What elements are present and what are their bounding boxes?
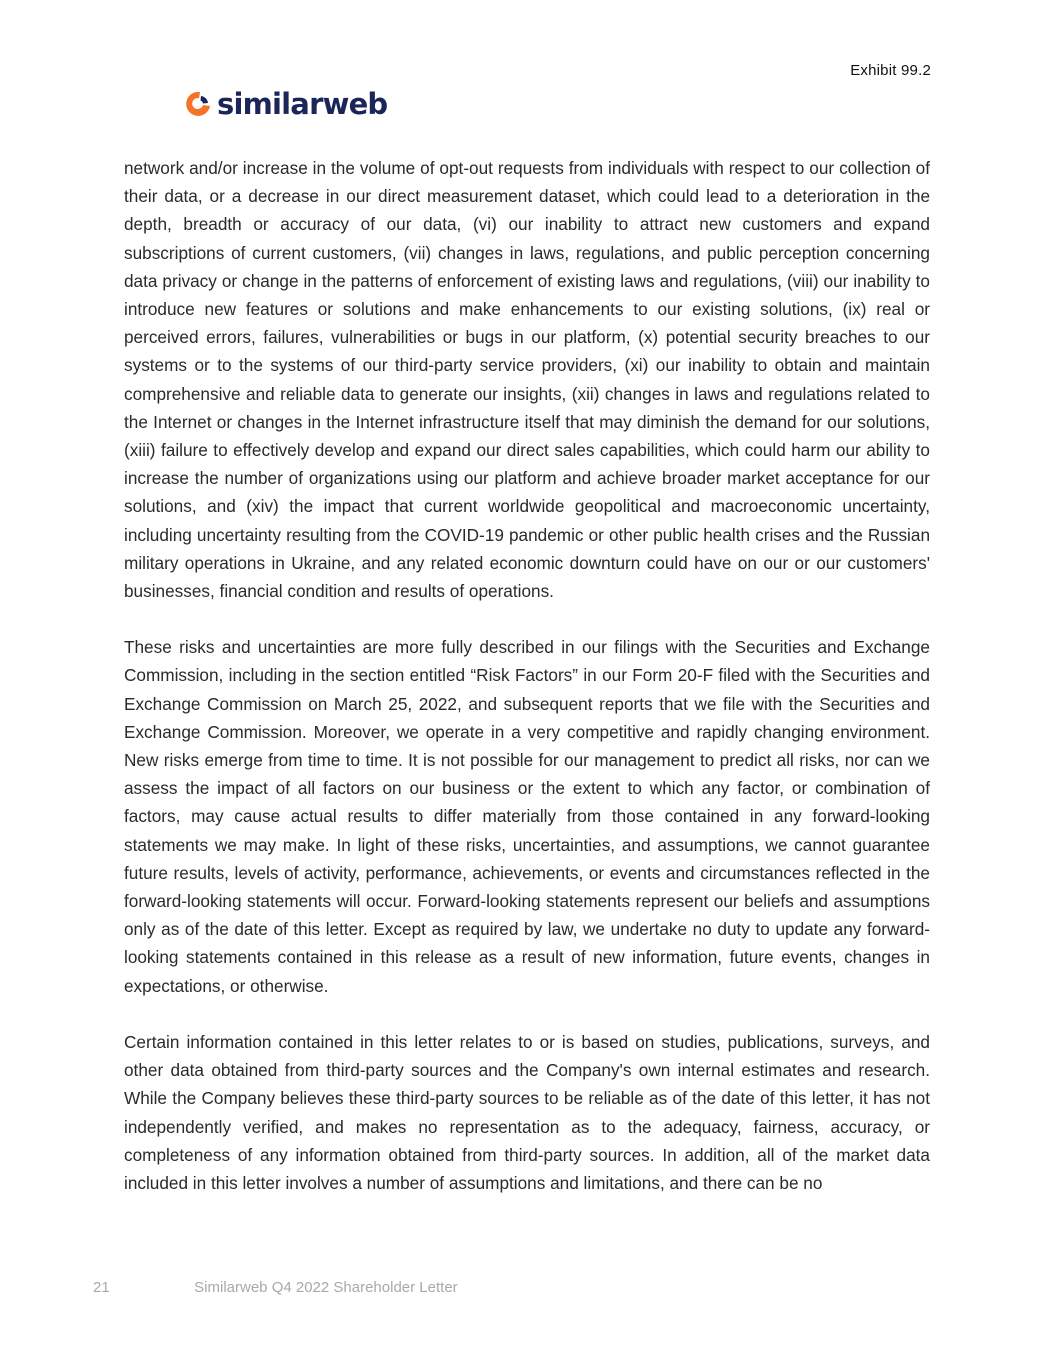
- similarweb-logo: [186, 86, 387, 122]
- footer-title: Similarweb Q4 2022 Shareholder Letter: [194, 1279, 458, 1296]
- paragraph-risk-disclosure: These risks and uncertainties are more fully described in our filings with the Securities and Exchange Commission, including in the section entitled “Risk Factors” in our Form 20-F filed with the Securities and Exchange Commission on March 25, 2022, and subsequent reports that we file with the Securities and Exchange Commission. Moreover, we operate in a very competitive and rapidly changing environment. New risks emerge from time to time. It is not possible for our management to predict all risks, nor can we assess the impact of all factors on our business or the extent to which any factor, or combination of factors, may cause actual results to differ materially from those contained in any forward-looking statements we may make. In light of these risks, uncertainties, and assumptions, we cannot guarantee future results, levels of activity, performance, achievements, or events and circumstances reflected in the forward-looking statements will occur. Forward-looking statements represent our beliefs and assumptions only as of the date of this letter. Except as required by law, we undertake no duty to update any forward-looking statements contained in this release as a result of new information, future events, changes in expectations, or otherwise.: [124, 637, 930, 996]
- logo-wordmark: similarweb: [217, 86, 388, 121]
- letter-body: [124, 154, 930, 1225]
- page-footer: [93, 1279, 458, 1296]
- similarweb-logo-icon: [186, 90, 212, 118]
- paragraph-third-party-data: Certain information contained in this letter relates to or is based on studies, publications, surveys, and other data obtained from third-party sources and the Company's own internal estimates and research. While the Company believes these third-party sources to be reliable as of the date of this letter, it has not independently verified, and makes no representation as to the adequacy, fairness, accuracy, or completeness of any information obtained from third-party sources. In addition, all of the market data included in this letter involves a number of assumptions and limitations, and there can be no: [124, 1031, 930, 1193]
- page-number: 21: [93, 1279, 110, 1296]
- paragraph-risk-list: network and/or increase in the volume of opt-out requests from individuals with respect to our collection of their data, or a decrease in our direct measurement dataset, which could lead to a deterioration in the depth, breadth or accuracy of our data, (vi) our inability to attract new customers and expand subscriptions of current customers, (vii) changes in laws, regulations, and public perception concerning data privacy or change in the patterns of enforcement of existing laws and regulations, (viii) our inability to introduce new features or solutions and make enhancements to our existing solutions, (ix) real or perceived errors, failures, vulnerabilities or bugs in our platform, (x) potential security breaches to our systems or to the systems of our third-party service providers, (xi) our inability to obtain and maintain comprehensive and reliable data to generate our insights, (xii) changes in laws and regulations related to the Internet or changes in the Internet infrastructure itself that may diminish the demand for our solutions, (xiii) failure to effectively develop and expand our direct sales capabilities, which could harm our ability to increase the number of organizations using our platform and achieve broader market acceptance for our solutions, and (xiv) the impact that current worldwide geopolitical and macroeconomic uncertainty, including uncertainty resulting from the COVID-19 pandemic or other public health crises and the Russian military operations in Ukraine, and any related economic downturn could have on our or our customers' businesses, financial condition and results of operations.: [124, 158, 930, 602]
- exhibit-label: Exhibit 99.2: [850, 62, 931, 79]
